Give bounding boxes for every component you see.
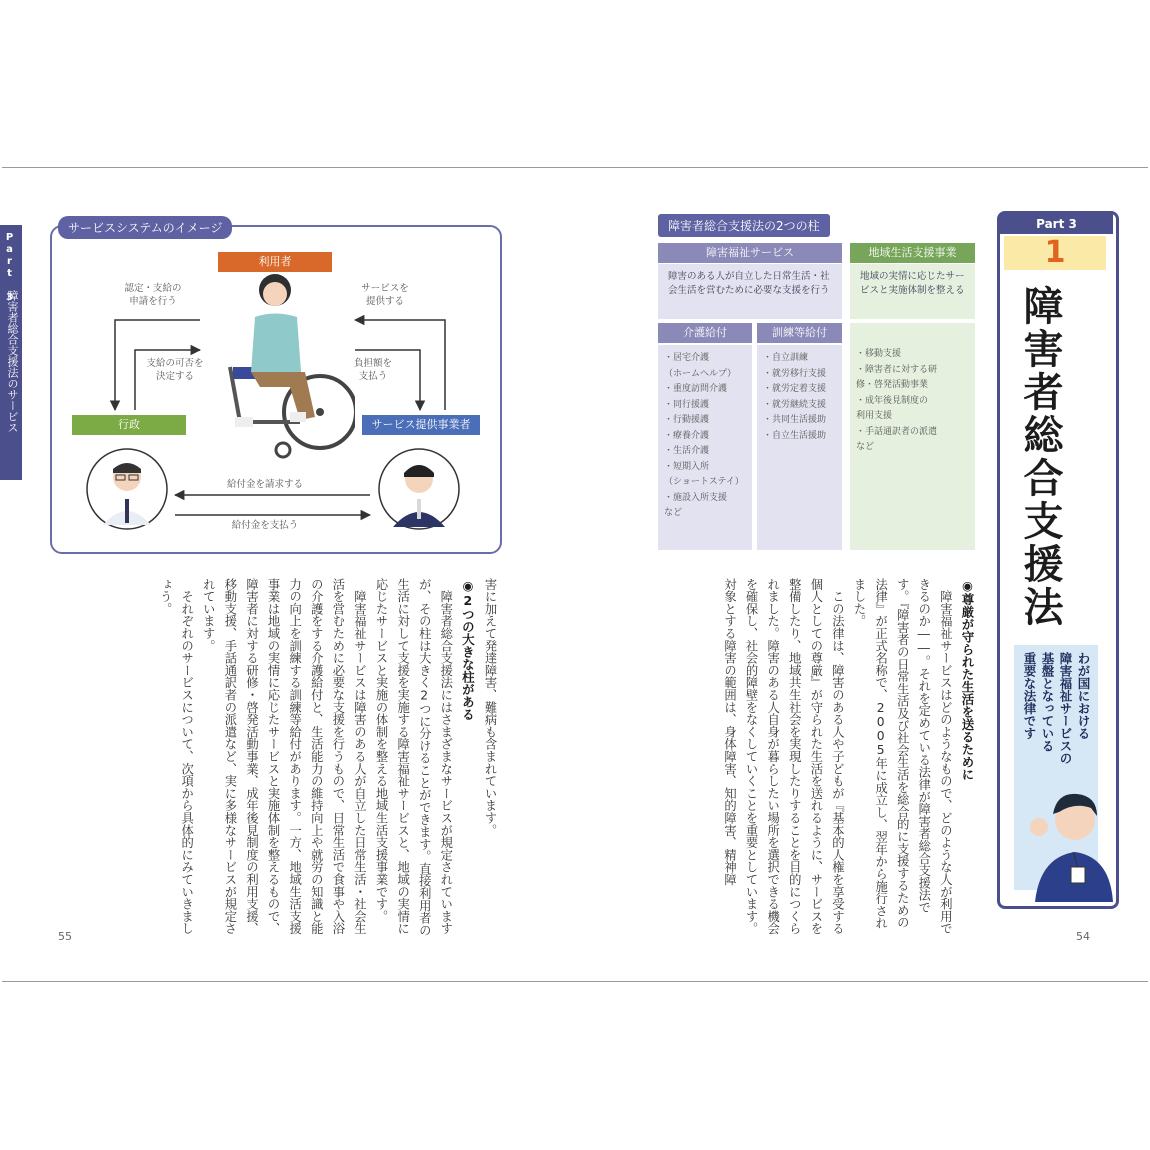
care-benefit-head: 介護給付 (658, 323, 752, 343)
left-page-number: 55 (58, 930, 72, 943)
right-page-number: 54 (1076, 930, 1090, 943)
wheelchair-user-illustration (205, 272, 355, 462)
admin-person-icon (85, 447, 170, 532)
left-para-2: 障害福祉サービスは障害のある人が自立した日常生活・社会生活を営むために必要な支援を行うもので、日常生活で食事や入浴の介護をする介護給付と、生活能力の維持向上や就労の知識と能力の向上を訓練する訓練等給付があります。一方、地域生活支援事業は地域の実情に応じたサービスと実施体制を整えるもので、障害者に対する研修・啓発活動事業、成年後見制度の利用支援、移動支援、手話通訳者の派遣など、実に多様なサービスが規定されています。 (201, 578, 367, 935)
training-item: ・就労移行支援 (763, 368, 827, 379)
right-heading: ◉尊厳が守られた生活を送るために (960, 578, 975, 781)
right-para-2: この法律は、障害のある人や子どもが『基本的人権を享受する個人としての尊厳』が守られた生活を送れるように、サービスを整備したり、地域共生社会を実現したりすることを目的につくられました。障害のある人自身が暮らしたい場所を選択できる機会を確保し、社会的障壁をなくしていくことを重要としています。対象とする障害の範囲は、身体障害、知的障害、精神障 (722, 578, 845, 935)
training-item: ・自立訓練 (763, 353, 809, 363)
care-item: など (664, 508, 683, 518)
apply-text: 認定・支給の 申請を行う (124, 283, 182, 307)
care-item: ・短期入所 (664, 461, 710, 472)
claim-text: 給付金を請求する (226, 479, 303, 490)
user-label: 利用者 (218, 252, 332, 272)
community-item: 修・啓発活動事業 (856, 380, 929, 390)
care-item: ・行動援護 (664, 415, 710, 425)
provider-label: サービス提供事業者 (362, 415, 480, 435)
left-heading-text: 2つの大きな柱がある (460, 593, 476, 721)
training-item: ・就労定着支援 (763, 384, 827, 394)
admin-label: 行政 (72, 415, 186, 435)
pay-share-text: 負担額を 支払う (353, 358, 392, 382)
community-item: など (856, 442, 875, 452)
section-subtitle: わが国における 障害福祉サービスの 基盤となっている 重要な法律です (1022, 652, 1091, 765)
decide-text: 支給の可否を 決定する (146, 358, 204, 382)
left-body-column (52, 578, 500, 938)
pillar-1-desc: 障害のある人が自立した日常生活・社会生活を営むために必要な支援を行う (658, 264, 842, 319)
diagram-title: サービスシステムのイメージ (58, 216, 232, 239)
left-para-top: 害に加えて発達障害、難病も含まれています。 (483, 578, 497, 837)
pillar-2-desc: 地域の実情に応じたサービスと実施体制を整える (850, 264, 975, 319)
training-item: ・共同生活援助 (763, 415, 827, 425)
pay-text: 給付金を支払う (231, 520, 299, 531)
care-item: ・同行援護 (664, 399, 710, 410)
community-list (850, 323, 975, 550)
pillar-1-head: 障害福祉サービス (658, 243, 842, 263)
care-item: ・居宅介護 (664, 353, 710, 363)
care-item: （ホームヘルプ） (664, 368, 737, 379)
service-text: サービスを 提供する (361, 283, 409, 307)
provider-person-icon (377, 447, 462, 532)
left-para-1: 障害者総合支援法にはさまざまなサービスが規定されていますが、その柱は大きく2つに分けることができます。直接利用者の生活に対して支援を実施する障害福祉サービスと、地域の実情に応じたサービスと実施の体制を整える地域生活支援事業です。 (374, 578, 453, 937)
right-body-column (660, 578, 978, 938)
training-benefit-head: 訓練等給付 (757, 323, 842, 343)
left-para-3: それぞれのサービスについて、次項から具体的にみていきましょう。 (158, 578, 194, 935)
care-item: （ショートステイ） (664, 477, 744, 487)
care-benefit-list (658, 345, 752, 550)
training-item: ・自立生活援助 (763, 430, 827, 441)
pillar-2-head: 地域生活支援事業 (850, 243, 975, 263)
left-heading: ◉2つの大きな柱がある (460, 578, 476, 721)
right-heading-text: 尊厳が守られた生活を送るために (960, 593, 975, 781)
part-label: Part 3 (1000, 214, 1113, 234)
care-item: ・重度訪問介護 (664, 384, 728, 394)
side-tab-title: 障害者総合支援法のサービス (6, 290, 19, 433)
community-item: ・移動支援 (856, 349, 902, 359)
training-benefit-list (757, 345, 842, 550)
right-para-1: 障害福祉サービスはどのようなもので、どのような人が利用できるのか――。それを定めている法律が障害者総合支援法です。『障害者の日常生活及び社会生活を総合的に支援するための法律』が正式名称で、2005年に成立し、翌年から施行されました。 (852, 578, 953, 935)
pillars-title: 障害者総合支援法の2つの柱 (658, 214, 830, 237)
community-item: 利用支援 (856, 411, 893, 421)
section-title: 障害者総合支援法 (1017, 285, 1063, 629)
community-item: ・手話通訳者の派遣 (856, 426, 938, 437)
community-item: ・障害者に対する研 (856, 364, 938, 375)
section-number: 1 (1004, 236, 1106, 270)
care-item: ・施設入所支援 (664, 492, 728, 503)
care-item: ・療養介護 (664, 430, 710, 441)
guide-character-illustration (1025, 772, 1115, 902)
community-item: ・成年後見制度の (856, 395, 929, 406)
side-tab-part: Part 3 (4, 232, 15, 304)
training-item: ・就労継続支援 (763, 399, 827, 410)
care-item: ・生活介護 (664, 446, 710, 456)
